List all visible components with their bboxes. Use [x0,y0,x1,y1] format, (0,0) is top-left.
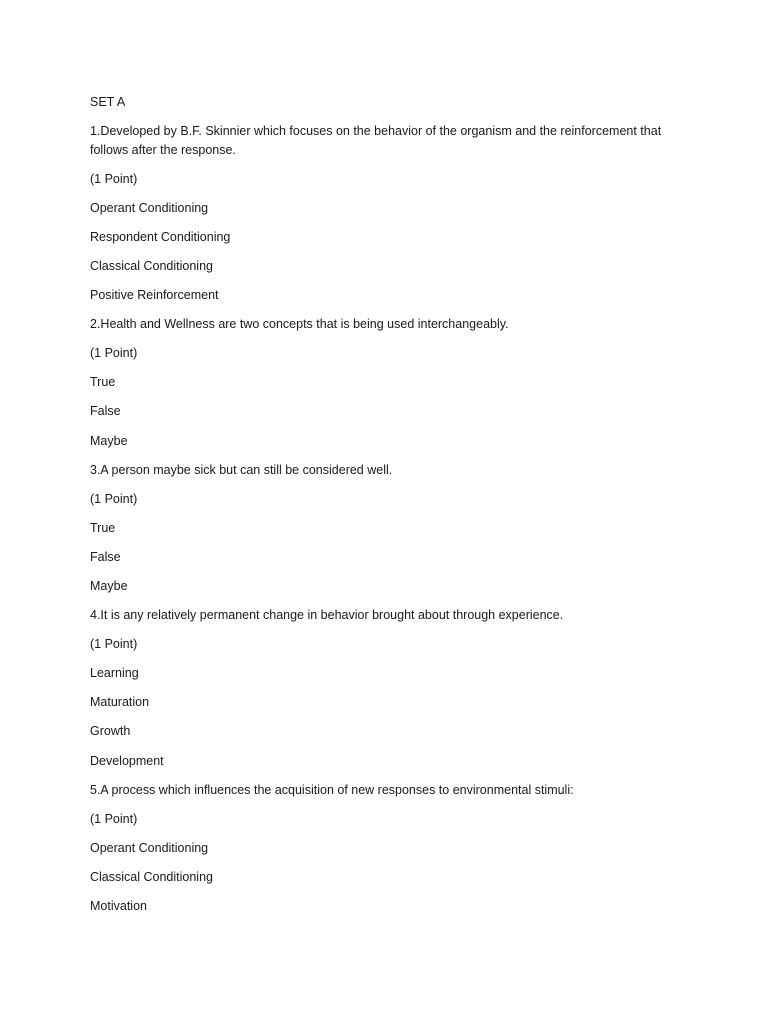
answer-option: Maybe [90,579,128,593]
answer-option: True [90,520,116,535]
answer-option: Growth [90,724,131,739]
answer-option: True [90,375,116,390]
question-points: (1 Point) [90,346,138,361]
answer-option: Motivation [90,899,147,914]
question-points: (1 Point) [90,491,138,506]
answer-option: Maturation [90,695,150,710]
answer-option: Development [90,753,164,768]
answer-option: Positive Reinforcement [90,288,219,303]
document-body [90,93,690,926]
answer-option: Classical Conditioning [90,869,213,884]
question-points: (1 Point) [90,811,138,826]
answer-option: False [90,404,121,419]
answer-option: Classical Conditioning [90,258,213,273]
answer-option: Respondent Conditioning [90,229,231,244]
answer-option: False [90,549,121,564]
question-points: (1 Point) [90,171,138,186]
question-text: 5.A process which influences the acquisition of new responses to environmental stimuli: [90,782,574,797]
question-text: 3.A person maybe sick but can still be considered well. [90,462,393,477]
question-points: (1 Point) [90,637,138,652]
answer-option: Learning [90,666,139,681]
question-text: 2.Health and Wellness are two concepts that is being used interchangeably. [90,317,509,332]
question-block [90,606,690,770]
question-text: 1.Developed by B.F. Skinnier which focuses on the behavior of the organism and the reinforcement that follows after the response. [90,124,662,157]
question-block [90,461,690,596]
question-block [90,315,690,450]
question-block [90,781,690,916]
answer-option: Operant Conditioning [90,200,209,215]
question-block [90,122,690,304]
set-title: SET A [90,95,126,109]
question-text: 4.It is any relatively permanent change in behavior brought about through experience. [90,608,564,623]
question-list [90,122,690,915]
answer-option: Operant Conditioning [90,840,209,855]
answer-option: Maybe [90,433,128,448]
